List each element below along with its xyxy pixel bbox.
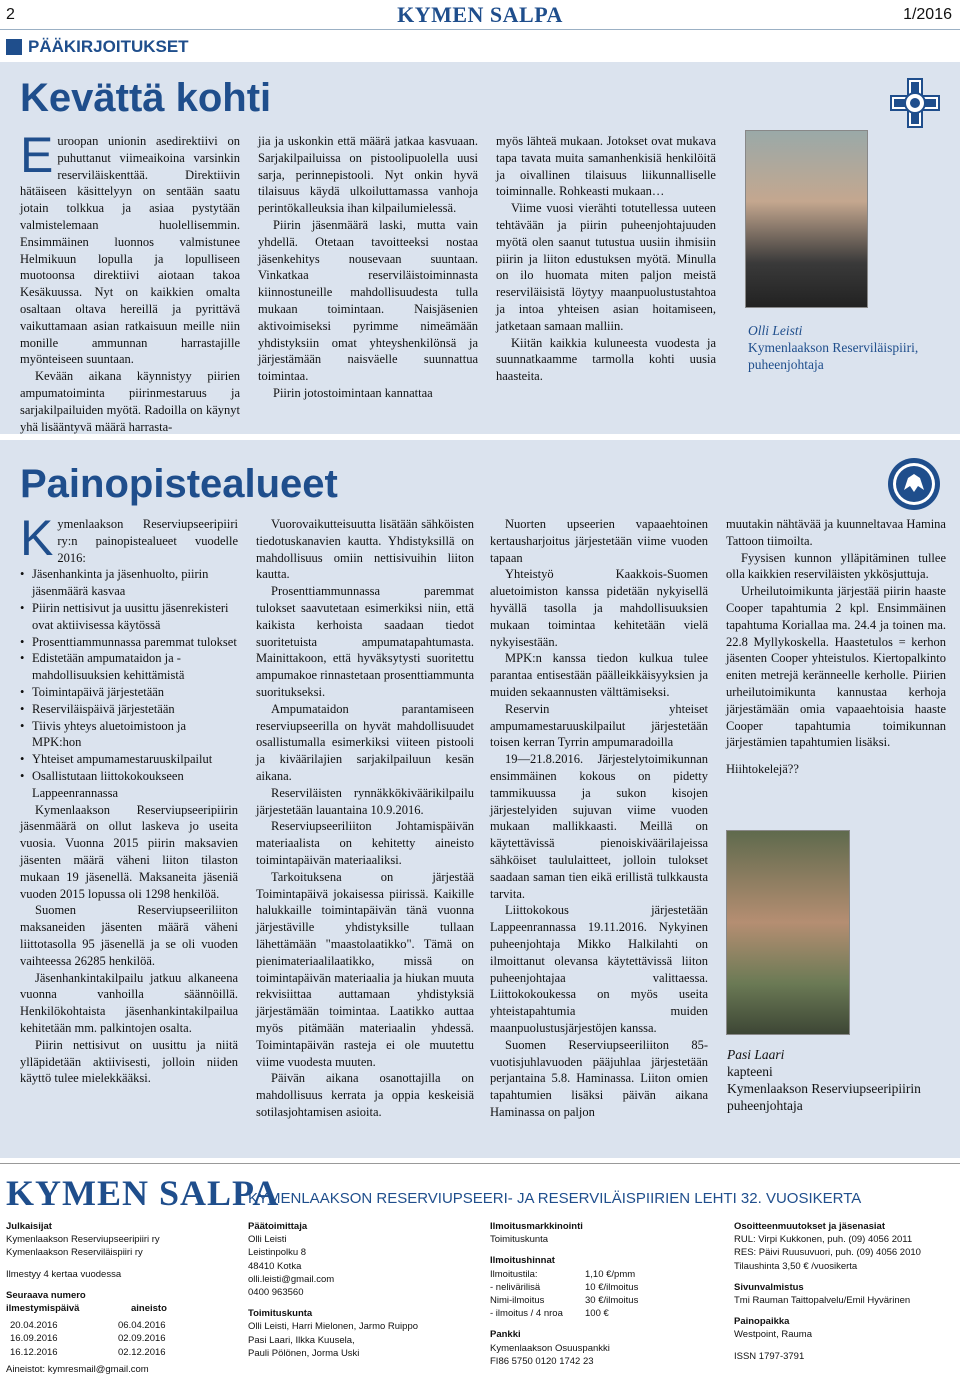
footer-logo: KYMEN SALPA [6, 1173, 280, 1213]
staff: Pauli Pölönen, Jorma Uski [248, 1347, 360, 1359]
editor-name: Olli Leisti [248, 1234, 287, 1246]
editor-phone: 0400 963560 [248, 1287, 304, 1299]
author-caption [748, 322, 948, 373]
article1-column-1 [20, 127, 240, 435]
frequency: Ilmestyy 4 kertaa vuodessa [6, 1268, 122, 1280]
paragraph: Suomen Reserviupseeriliiton 85-vuotisjuhlavuoden pääjuhlaa järjestetään perjantaina 5.8. Haminassa. Liiton omien tapahtumien lisäksi päivän aikana Haminassa on paljon [490, 1037, 708, 1119]
paragraph: myös lähteä mukaan. Jotokset ovat mukava tapa tavata muita samanhenkisiä henkilöitä ja oivallinen tilaisuus liikunnalliselle toiminnalle. Rohkeasti mukaan… [496, 134, 716, 199]
paragraph: Yhteistyö Kaakkois-Suomen aluetoimiston kanssa pidetään nykyisellä hyvällä tasolla ja mahdollisuuksien mukaan toimintaa kehitetään vielä nykyisestään. [490, 567, 708, 649]
paragraph: Urheilutoimikunta järjestää piirin haaste Cooper tapahtumia 2 kpl. Ensimmäinen tapahtuma Koriallaa ma. 24.4 ja toinen ma. 22.8 Myllykoskella. Haastetulos = kerhon jäsenten Cooper yhteistulos. Kiertopalkinto eniten metrejä keränneelle kerholle. Piirien urheilutoimikunta kannustaa kerhoja järjestämään omia vapaaehtoisia haaste Cooper tapahtumia toimikunnan järjestämien tapahtumien lisäksi. [726, 584, 946, 750]
paragraph: Hiihtokelejä?? [726, 762, 799, 777]
material-date: 02.12.2016 [118, 1346, 166, 1358]
reservist-cross-icon [888, 76, 942, 130]
paragraph: muutakin nähtävää ja kuunneltavaa Hamina Tattoon tiimoilta. [726, 517, 946, 548]
article2-column-4 [726, 516, 946, 778]
article2-column-2 [256, 516, 474, 1121]
author-caption [727, 1046, 947, 1114]
price-value: 100 € [585, 1308, 609, 1320]
material-date: 06.04.2016 [118, 1320, 166, 1332]
price-value: 10 €/ilmoitus [585, 1281, 639, 1293]
staff: Pasi Laari, Ilkka Kuusela, [248, 1334, 355, 1346]
list-item: • Prosenttiammunnassa paremmat tulokset [20, 634, 238, 651]
paragraph: Piirin nettisivut on uusittu ja niitä ylläpidetään aktiivisesti, jolloin niiden käyttö tulee mielekkääksi. [20, 1037, 238, 1086]
publish-date: 20.04.2016 [10, 1320, 58, 1332]
author-role: puheenjohtaja [748, 357, 824, 372]
paragraph: Kevään aikana käynnistyy piirien ampumatoiminta piirinmestaruus ja sarjakilpailuiden myötä. Radoilla on käynyt yhä lisääntyvä määrä harrasta- [20, 369, 240, 434]
paragraph: Piirin jotostoimintaan kannattaa [273, 385, 433, 400]
dropcap: K [20, 510, 54, 566]
author-org: Kymenlaakson Reserviupseeripiirin [727, 1081, 921, 1096]
paragraph: Vuorovaikutteisuutta lisätään sähköisten tiedotuskanavien kautta. Yhdistyksillä on mahdollisuus omiin nettisivuihin liiton kautta. [256, 517, 474, 582]
contact: RUL: Virpi Kukkonen, puh. (09) 4056 2011 [734, 1234, 913, 1246]
paragraph: Viime vuosi vierähti totutellessa uuteen tehtävään ja piirin puheenjohtajuuden myötä olen saanut tutustua uusiin ihmisiin piirin ja liiton edustuksen myötä. Minulla on ilo huomata miten paljon meistä reserviläisistä löytyy maanpuolustustahtoa ja intoa yhteisen asian hoitamiseen, jatketaan samaan malliin. [496, 201, 716, 333]
editor-email[interactable]: olli.leisti@gmail.com [248, 1273, 335, 1285]
editor-address: Leistinpolku 8 [248, 1247, 307, 1259]
footer-tagline: KYMENLAAKSON RESERVIUPSEERI- JA RESERVILÄISPIIRIEN LEHTI 32. VUOSIKERTA [248, 1190, 862, 1207]
publisher: Kymenlaakson Reserviläispiiri ry [6, 1247, 143, 1259]
page-number: 2 [6, 6, 15, 23]
publisher: Kymenlaakson Reserviupseeripiiri ry [6, 1234, 160, 1246]
subscription-price: Tilaushinta 3,50 € /vuosikerta [734, 1260, 858, 1272]
colophon-editors [248, 1220, 478, 1360]
list-item: • Osallistutaan liittokokoukseen Lappeenrannassa [20, 768, 238, 802]
label: aineisto [131, 1303, 167, 1315]
paragraph: ymenlaakson Reserviupseeripiiri ry:n painopistealueet vuodelle 2016: [57, 517, 238, 565]
paragraph: Piirin jäsenmäärä laski, mutta vain yhdellä. Otetaan tavoitteeksi nostaa jäsenkehitys nousevaan suuntaan. Vinkatkaa reserviläistoiminnasta kiinnostuneille mahdollisuudesta tulla mukaan toimintaan. Naisjäsenien aktivoimiseksi pyrimme nimeämään yhdistyksiin omat yhteyshenkilönsä ja järjestämään naisväelle suunnattua toimintaa. [258, 217, 478, 384]
paragraph: Fyysisen kunnon ylläpitäminen tullee olla kaikkien reserviläisten ykkösjuttuja. [726, 550, 946, 582]
article1-column-2 [258, 133, 478, 402]
printer: Westpoint, Rauma [734, 1329, 812, 1341]
section-label-text: PÄÄKIRJOITUKSET [28, 37, 189, 56]
label: Ilmoitushinnat [490, 1255, 555, 1267]
author-rank: kapteeni [727, 1064, 773, 1079]
lion-crest-icon [886, 456, 942, 512]
price-item: Nimi-ilmoitus [490, 1295, 545, 1307]
label: Seuraava numero [6, 1289, 86, 1301]
price-item: - ilmoitus / 4 nroa [490, 1308, 563, 1320]
list-item: • Piirin nettisivut ja uusittu jäsenrekisteri ovat aktiivisessa käytössä [20, 600, 238, 634]
section-square-icon [6, 39, 22, 55]
paragraph: uroopan unionin asedirektiivi on puhuttanut viimeaikoina varsinkin reserviläiskenttää. Direktiivin hätäiseen käsittelyyn on sentään saatu jotain tolkkua ja asiaa pystytään valmistelemaan huolellisemmin. Ensimmäinen luonnos valmistunee Helmikuun lopulla ja lopulliseen muotoonsa direktiivi aiotaan takoa Kesäkuussa. Nyt on kaikkien omalta osaltaan oltava hereillä ja pyrittävä vaikuttamaan asian ratkaisuun meille niin monille ammunnan harrastajille myönteiseen suuntaan. [20, 134, 240, 367]
paragraph: Ampumataidon parantamiseen reserviupseerilla on hyvät mahdollisuudet osallistumalla esimerkiksi viiteen pistooli ja kiväärilajien sarjakilpailuun kesän aikana. [256, 701, 474, 783]
paragraph: Suomen Reserviupseeriliiton maksaneiden jäsenten määrä väheni liittotasolla 95 jäsenellä ja se oli vuoden vaihteessa 26285 henkilöä. [20, 903, 238, 968]
bank-account: FI86 5750 0120 1742 23 [490, 1355, 594, 1367]
list-item: • Jäsenhankinta ja jäsenhuolto, piirin jäsenmäärä kasvaa [20, 566, 238, 600]
label: Pankki [490, 1329, 521, 1341]
bank-name: Kymenlaakson Osuuspankki [490, 1342, 610, 1354]
author-role: puheenjohtaja [727, 1098, 803, 1113]
paragraph: Nuorten upseerien vapaaehtoinen kertausharjoitus järjestetään viime vuoden tapaan [490, 517, 708, 565]
author-name: Olli Leisti [748, 323, 803, 338]
paragraph: MPK:n kanssa tiedon kulkua tulee parantaa entisestään päälleikkäisyyksien ja muiden sekaannusten välttämiseksi. [490, 651, 708, 699]
author-name: Pasi Laari [727, 1047, 785, 1062]
label: ilmestymispäivä [6, 1303, 80, 1315]
price-value: 30 €/ilmoitus [585, 1295, 639, 1307]
article1-column-3 [496, 133, 716, 385]
material-date: 02.09.2016 [118, 1333, 166, 1345]
publish-date: 16.12.2016 [10, 1346, 58, 1358]
editor-city: 48410 Kotka [248, 1260, 302, 1272]
list-item: • Edistetään ampumataidon ja - mahdollisuuksien kehittämistä [20, 650, 238, 684]
author-photo [726, 830, 850, 1035]
contact: RES: Päivi Ruusuvuori, puh. (09) 4056 2010 [734, 1247, 921, 1259]
list-item: • Toimintapäivä järjestetään [20, 684, 238, 701]
colophon-subscriptions [734, 1220, 956, 1363]
paragraph: Reserviläisten rynnäkkökiväärikilpailu järjestetään lauantaina 10.9.2016. [256, 785, 474, 817]
layout-company: Tmi Rauman Taittopalvelu/Emil Hyvärinen [734, 1295, 911, 1307]
focus-list [20, 566, 238, 801]
label: Ilmoitusmarkkinointi [490, 1221, 583, 1232]
label: Osoitteenmuutokset ja jäsenasiat [734, 1221, 885, 1232]
list-item: • Yhteiset ampumamestaruuskilpailut [20, 751, 238, 768]
price-value: 1,10 €/pmm [585, 1268, 636, 1280]
article2-column-1 [20, 510, 238, 1087]
divider [0, 1163, 960, 1164]
price-item: Ilmoitustila: [490, 1268, 538, 1280]
staff: Olli Leisti, Harri Mielonen, Jarmo Ruippo [248, 1321, 419, 1333]
label: Toimituskunta [248, 1308, 313, 1320]
colophon-publishers [6, 1220, 236, 1376]
article-title: Painopistealueet [20, 462, 338, 506]
list-item: • Tiivis yhteys aluetoimistoon ja MPK:hon [20, 718, 238, 752]
page-header [0, 0, 960, 30]
paragraph: Tarkoituksena on järjestää Toimintapäivä jokaisessa piirissä. Kaikille halukkaille toimintapäivän tänä vuonna järjestäville yhdistyksille tullaan lähettämään "maastolaatikko". Tämä on pienimateriaalilaatikko, missä on toimintapäivän materiaalia ja hiukan muuta rekvisiittaa auttamaan yhdistyksiä järjestämään toimintaa. Laatikko auttaa myös pitämään materiaalin yhdessä. Toimintapäivän rasteja ei ole muutettu viime vuodesta muuten. [256, 869, 474, 1069]
dropcap: E [20, 127, 54, 183]
publish-date: 16.09.2016 [10, 1333, 58, 1345]
label: Julkaisijat [6, 1221, 52, 1232]
label: Päätoimittaja [248, 1221, 308, 1232]
list-item: • Reserviläispäivä järjestetään [20, 701, 238, 718]
paragraph: 19—21.8.2016. Järjestelytoimikunnan ensimmäinen kokous on pidetty tammikuussa ja sukon kisojen järjestelyiden sujuvan viime vuoden mukaan mallikkaasti. Meillä on käytettävissä pienoiskiväärilajeissa sähköiset taululaitteet, jolloin tulokset saadaan saman tien eikä erillistä tulkkausta tarvita. [490, 752, 708, 901]
label: Painopaikka [734, 1316, 790, 1328]
paragraph: Päivän aikana osanottajilla on mahdollisuus kerrata ja oppia keskeisiä sotilasjohtamisen asioita. [256, 1071, 474, 1119]
author-photo [745, 130, 868, 308]
masthead: KYMEN SALPA [397, 2, 563, 27]
label: Sivunvalmistus [734, 1281, 804, 1293]
article2-column-3 [490, 516, 708, 1121]
colophon-advertising [490, 1220, 720, 1368]
paragraph: Jäsenhankintakilpailu jatkuu alkaneena vuonna vanhoilla säännöillä. Henkilökohtaista jäsenhankintakilpailua kehitetään mm. palkintojen osalta. [20, 970, 238, 1035]
price-item: - nelivärilisä [490, 1281, 541, 1293]
paragraph: Reservin yhteiset ampumamestaruuskilpailut järjestetään toisen kerran Tyrrin ampumaradoilla [490, 701, 708, 750]
author-org: Kymenlaakson Reserviläispiiri, [748, 340, 919, 355]
paragraph: Prosenttiammunnassa paremmat tulokset saavutetaan esimerkiksi niin, että kaikista kerhoista saadaan tiedot suoritetuista ampumatapahtumasta. Mainittakoon, että hyväksytysti suoritettu ampumakoe rinnastetaan prosenttiammunta suoritukseksi. [256, 584, 474, 699]
article-title: Kevättä kohti [20, 76, 272, 120]
paragraph: Kymenlaakson Reserviupseeripiirin jäsenmäärä on ollut laskeva jo useita vuosia. Vuonna 2015 piirin maksavien jäsenten määrä väheni liiton tilaston mukaan 19 jäsenellä. Maksaneita jäseniä vuoden 2015 lopussa oli 1298 henkilöä. [20, 802, 238, 901]
section-label [6, 37, 189, 57]
ad-contact: Toimituskunta [490, 1234, 549, 1246]
issn: ISSN 1797-3791 [734, 1350, 805, 1362]
paragraph: Liittokokous järjestetään Lappeenrannassa 19.11.2016. Nykyinen puheenjohtaja Mikko Halkilahti on ilmoittanut olevansa käytettävissä liiton puheenjohtajaa valittaessa. Liittokokoukessa on myös useita yhteistapahtumia muiden maanpuolustusjärjestöjen kanssa. [490, 903, 708, 1035]
paragraph: Kiitän kaikkia kuluneesta vuodesta ja suunnatkaamme tarmolla kohti uusia haasteita. [496, 335, 716, 384]
issue-number: 1/2016 [903, 6, 952, 23]
paragraph: Reserviupseeriliiton Johtamispäivän materiaalista on kehitetty aineisto toimintapäivän materiaaliksi. [256, 819, 474, 867]
contact-email[interactable]: Aineistot: kymresmail@gmail.com [6, 1363, 149, 1375]
paragraph: jia ja uskonkin että määrä jatkaa kasvuaan. Sarjakilpailuissa on pistoolipuolella uusi sarja, perinnepistooli. Nyt onkin hyvä tilaisuus käydä ulkoiluttamassa vanhoja perintökalleuksia ihan kilpailumielessä. [258, 134, 478, 216]
